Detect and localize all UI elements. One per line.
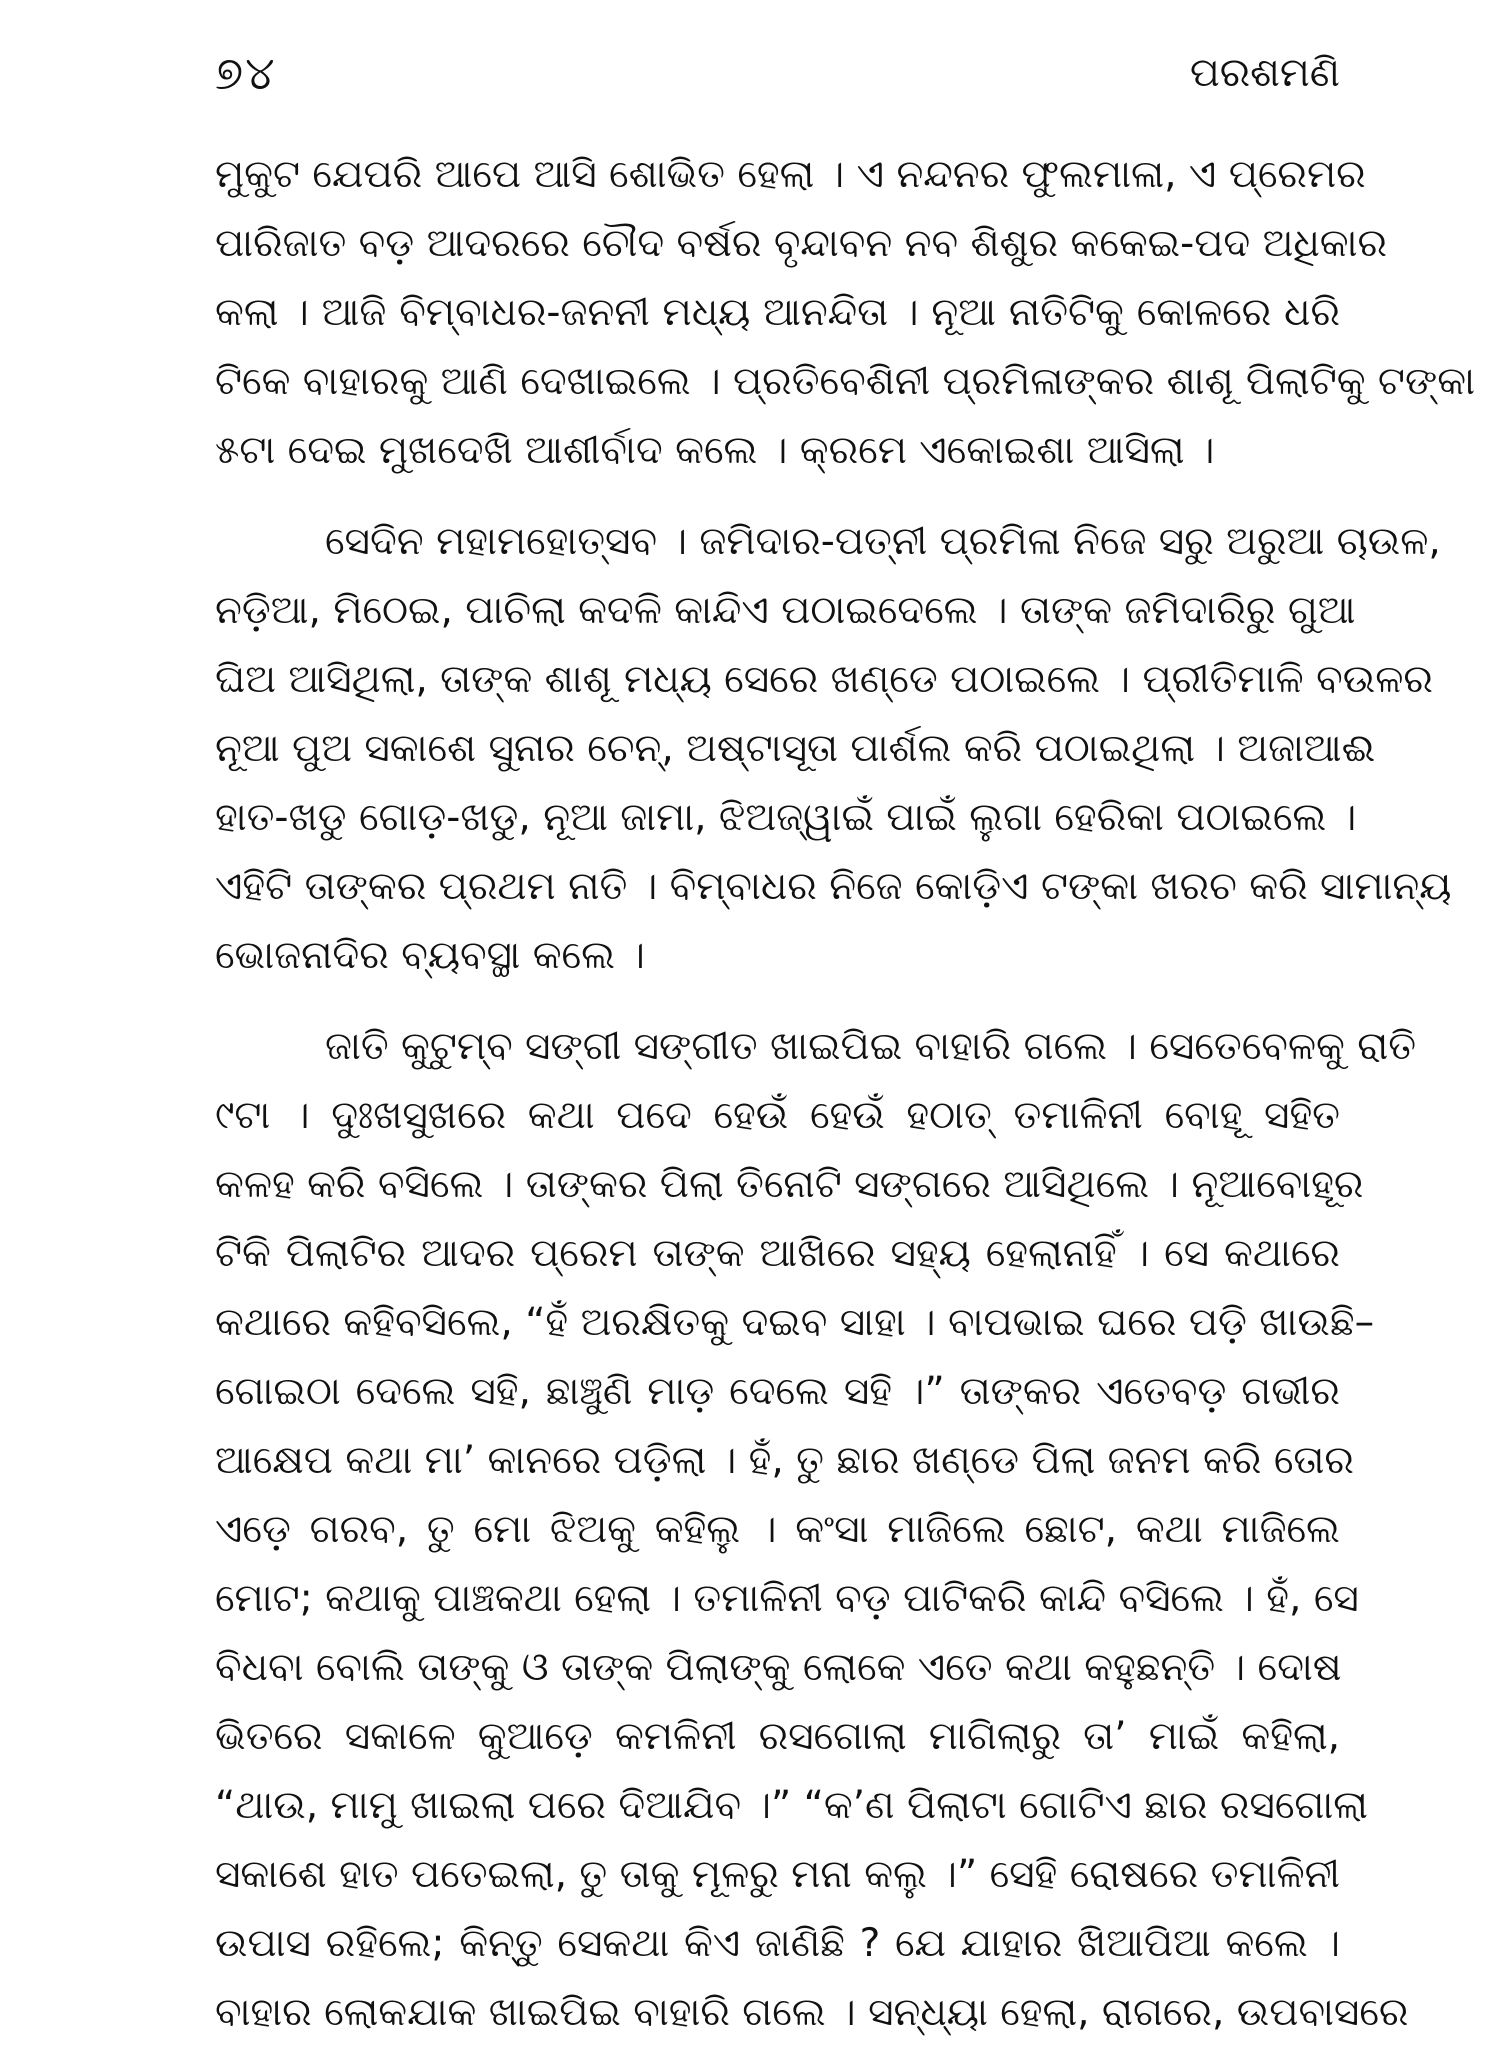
- text-line: ଉପାସ ରହିଲେ; କିନ୍ତୁ ସେକଥା କିଏ ଜାଣିଛି ? ଯେ ଯାହାର ଖିଆପିଆ କଲେ ।: [215, 1921, 1340, 1966]
- text-line: ୫ଟା ଦେଇ ମୁଖଦେଖି ଆଶୀର୍ବାଦ କଲେ । କ୍ରମେ ଏକୋଇଶା ଆସିଲା ।: [215, 428, 1215, 473]
- text-line: ନଡ଼ିଆ, ମିଠେଇ, ପାଚିଲା କଦଳି କାନ୍ଦିଏ ପଠାଇଦେଲେ । ତାଙ୍କ ଜମିଦାରିରୁ ଗୁଆ: [215, 588, 1356, 633]
- text-line: ଟିକେ ବାହାରକୁ ଆଣି ଦେଖାଇଲେ । ପ୍ରତିବେଶିନୀ ପ୍ରମିଳାଙ୍କର ଶାଶୂ ପିଲାଟିକୁ ଟଙ୍କା: [215, 359, 1475, 404]
- text-line: ଜାତି କୁଟୁମ୍ବ ସଙ୍ଗୀ ସଙ୍ଗୀତ ଖାଇପିଇ ବାହାରି ଗଲେ । ସେତେବେଳକୁ ରାତି: [325, 1024, 1417, 1069]
- text-line: କଳହ କରି ବସିଲେ । ତାଙ୍କର ପିଲା ତିନୋଟି ସଙ୍ଗରେ ଆସିଥିଲେ । ନୂଆବୋହୂର: [215, 1162, 1364, 1207]
- text-line: ୯ଟା । ଦୁଃଖସୁଖରେ କଥା ପଦେ ହେଉଁ ହେଉଁ ହଠାତ୍ ତମାଳିନୀ ବୋହୂ ସହିତ: [215, 1093, 1340, 1138]
- paragraph: [215, 1012, 1417, 2047]
- text-line: ଭୋଜନାଦିର ବ୍ୟବସ୍ଥା କଲେ ।: [215, 933, 645, 978]
- page-header: [215, 38, 1340, 108]
- text-line: କଲା । ଆଜି ବିମ୍ବାଧର-ଜନନୀ ମଧ୍ୟ ଆନନ୍ଦିତା । ନୂଆ ନାତିଟିକୁ କୋଳରେ ଧରି: [215, 290, 1341, 335]
- body-text: [215, 140, 1475, 2047]
- text-line: ଆକ୍ଷେପ କଥା ମା’ କାନରେ ପଡ଼ିଲା । ହଁ, ତୁ ଛାର ଖଣ୍ଡେ ପିଲା ଜନମ କରି ତୋର: [215, 1438, 1354, 1483]
- text-line: ସକାଶେ ହାତ ପତେଇଲା, ତୁ ତାକୁ ମୂଳରୁ ମନା କଲୁ ।” ସେହି ରୋଷରେ ତମାଳିନୀ: [215, 1852, 1340, 1897]
- text-line: କଥାରେ କହିବସିଲେ, “ହଁ ଅରକ୍ଷିତକୁ ଦଇବ ସାହା । ବାପଭାଇ ଘରେ ପଡ଼ି ଖାଉଛି–: [215, 1300, 1375, 1345]
- text-line: ମୋଟ; କଥାକୁ ପାଞ୍ଚକଥା ହେଲା । ତମାଳିନୀ ବଡ଼ ପାଟିକରି କାନ୍ଦି ବସିଲେ । ହଁ, ସେ: [215, 1576, 1359, 1621]
- paragraph-gap: [215, 990, 1340, 1012]
- paragraph: [215, 140, 1475, 485]
- text-line: ଟିକି ପିଲାଟିର ଆଦର ପ୍ରେମ ତାଙ୍କ ଆଖିରେ ସହ୍ୟ ହେଲାନାହିଁ । ସେ କଥାରେ: [215, 1231, 1340, 1276]
- text-line: ଭିତରେ ସକାଳେ କୁଆଡ଼େ କମଳିନୀ ରସଗୋଲା ମାଗିଲାରୁ ତା’ ମାଇଁ କହିଲା,: [215, 1714, 1340, 1759]
- text-line: ଘିଅ ଆସିଥିଲା, ତାଙ୍କ ଶାଶୂ ମଧ୍ୟ ସେରେ ଖଣ୍ଡେ ପଠାଇଲେ । ପ୍ରୀତିମାଳି ବଉଳର: [215, 657, 1433, 702]
- text-line: ନୂଆ ପୁଅ ସକାଶେ ସୁନାର ଚେନ୍, ଅଷ୍ଟାସୂତା ପାର୍ଶଲ କରି ପଠାଇଥିଲା । ଅଜାଆଈ: [215, 726, 1376, 771]
- text-line: ଏହିଟି ତାଙ୍କର ପ୍ରଥମ ନାତି । ବିମ୍ବାଧର ନିଜେ କୋଡ଼ିଏ ଟଙ୍କା ଖରଚ କରି ସାମାନ୍ୟ: [215, 864, 1452, 909]
- text-line: ମୁକୁଟ ଯେପରି ଆପେ ଆସି ଶୋଭିତ ହେଲା । ଏ ନନ୍ଦନର ଫୁଲମାଳା, ଏ ପ୍ରେମର: [215, 152, 1366, 197]
- paragraph-gap: [215, 485, 1340, 507]
- text-line: ସେଦିନ ମହାମହୋତ୍ସବ । ଜମିଦାର-ପତ୍ନୀ ପ୍ରମିଳା ନିଜେ ସରୁ ଅରୁଆ ଚାଉଳ,: [325, 519, 1441, 564]
- text-line: ପାରିଜାତ ବଡ଼ ଆଦରରେ ଚୌଦ ବର୍ଷର ବୃନ୍ଦାବନ ନବ ଶିଶୁର କକେଇ-ପଦ ଅଧିକାର: [215, 221, 1388, 266]
- text-line: ବାହାର ଲୋକଯାକ ଖାଇପିଇ ବାହାରି ଗଲେ । ସନ୍ଧ୍ୟା ହେଲା, ରାଗରେ, ଉପବାସରେ: [215, 1990, 1409, 2035]
- text-line: ହାତ-ଖଡୁ ଗୋଡ଼-ଖଡୁ, ନୂଆ ଜାମା, ଝିଅଜ୍ୱାଇଁ ପାଇଁ ଲୁଗା ହେରିକା ପଠାଇଲେ ।: [215, 795, 1357, 840]
- running-title: ପରଶମଣି: [1189, 50, 1340, 96]
- text-line: ଏଡ଼େ ଗରବ, ତୁ ମୋ ଝିଅକୁ କହିଲୁ । କଂସା ମାଜିଲେ ଛୋଟ, କଥା ମାଜିଲେ: [215, 1507, 1340, 1552]
- page-number: ୭୪: [215, 46, 277, 100]
- text-line: “ଥାଉ, ମାମୁ ଖାଇଲା ପରେ ଦିଆଯିବ ।” “କ’ଣ ପିଲାଟା ଗୋଟିଏ ଛାର ରସଗୋଲା: [215, 1783, 1368, 1828]
- paragraph: [215, 507, 1452, 990]
- text-line: ବିଧବା ବୋଲି ତାଙ୍କୁ ଓ ତାଙ୍କ ପିଲାଙ୍କୁ ଲୋକେ ଏତେ କଥା କହୁଛନ୍ତି । ଦୋଷ: [215, 1645, 1342, 1690]
- text-line: ଗୋଇଠା ଦେଲେ ସହି, ଛାଞ୍ଚୁଣି ମାଡ଼ ଦେଲେ ସହି ।” ତାଙ୍କର ଏତେବଡ଼ ଗଭୀର: [215, 1369, 1340, 1414]
